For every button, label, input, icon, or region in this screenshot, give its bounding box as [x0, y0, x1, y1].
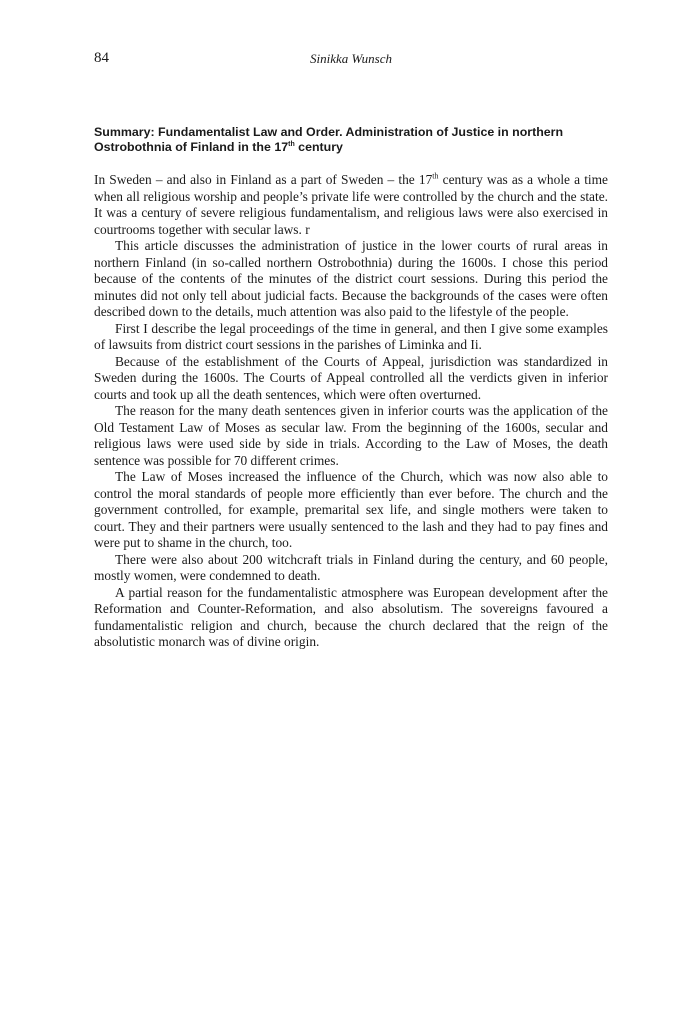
paragraph-6: The Law of Moses increased the influence of the Church, which was now also able to control the moral standards of people more efficiently than ever before. The church and the government controlled, for example, premarital sex life, and single mothers were taken to court. They and their partners were usually sentenced to the lash and they had to pay fines and were put to shame in the church, too. [94, 469, 608, 550]
paragraph-8: A partial reason for the fundamentalistic atmosphere was European development after the Reformation and Counter-Reformation, and also absolutism. The sovereigns favoured a fundamentalistic religion and church, because the church declared that the reign of the absolutistic monarch was of divine origin. [94, 584, 608, 649]
paragraph-1-start: In Sweden – and also in Finland as a part of Sweden – the 17 [94, 172, 433, 187]
paragraph-1 [94, 172, 608, 238]
paragraph-2: This article discusses the administration of justice in the lower courts of rural areas in northern Finland (in so-called northern Ostrobothnia) during the 1600s. I chose this period because of the contents of the minutes of the district court sessions. During this period the minutes did not only tell about judicial facts. Because the backgrounds of the cases were often described down to the details, much attention was also paid to the lifestyle of the people. [94, 238, 608, 319]
paragraph-5: The reason for the many death sentences given in inferior courts was the application of the Old Testament Law of Moses as secular law. From the beginning of the 1600s, secular and religious laws were used side by side in trials. According to the Law of Moses, the death sentence was possible for 70 different crimes. [94, 403, 608, 468]
paragraph-1-superscript: th [432, 171, 439, 181]
summary-title-superscript: th [288, 140, 295, 148]
summary-title [94, 125, 608, 155]
paragraph-3: First I describe the legal proceedings of the time in general, and then I give some examples of lawsuits from district court sessions in the parishes of Liminka and Ii. [94, 320, 608, 352]
running-author: Sinikka Wunsch [310, 51, 392, 66]
paragraph-4: Because of the establishment of the Courts of Appeal, jurisdiction was standardized in Sweden during the 1600s. The Courts of Appeal controlled all the verdicts given in inferior courts and took up all the death sentences, which were often overturned. [94, 353, 608, 402]
running-header [94, 50, 608, 70]
paragraph-7: There were also about 200 witchcraft trials in Finland during the century, and 60 people, mostly women, were condemned to death. [94, 551, 608, 583]
summary-title-end: century [294, 140, 343, 154]
paragraph-1-rest: century was as a whole a time when all religious worship and people’s private life were controlled by the church and the state. It was a century of severe religious fundamentalism, and religious laws were also exercised in courtrooms together with secular laws. r [94, 172, 608, 237]
summary-body [94, 172, 608, 651]
page-number: 84 [94, 50, 109, 66]
summary-title-main: Summary: Fundamentalist Law and Order. Administration of Justice in northern Ostrobothnia of Finland in the 17 [94, 125, 564, 154]
